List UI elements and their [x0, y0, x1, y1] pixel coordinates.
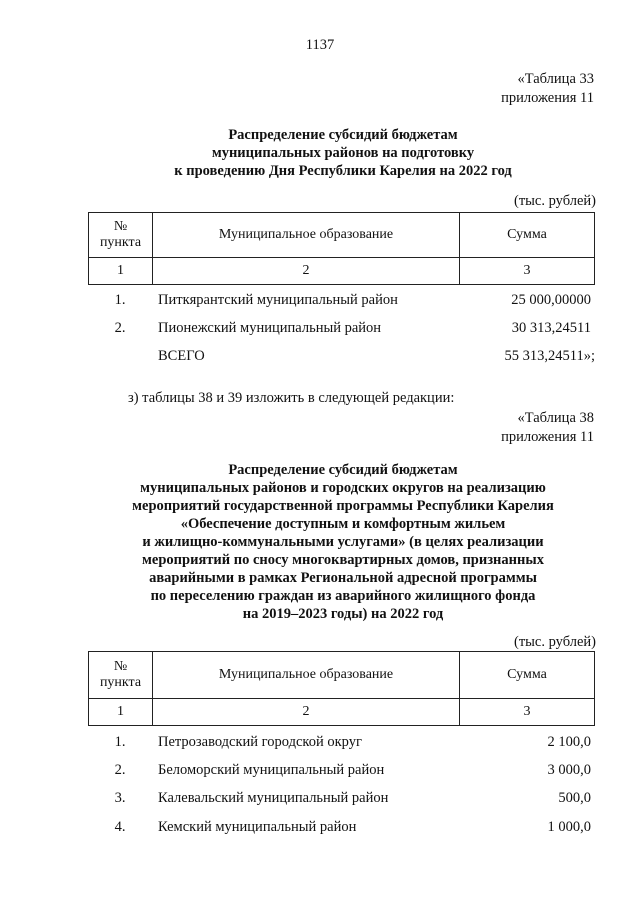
col-number-2: 2	[153, 258, 460, 285]
col-number-1: 1	[89, 699, 153, 726]
table-row-total	[88, 348, 595, 368]
row-name: Беломорский муниципальный район	[158, 762, 385, 778]
table38-reference	[501, 409, 594, 447]
title-line: аварийными в рамках Региональной адресной программы	[149, 570, 537, 586]
row-num: 4.	[114, 819, 126, 835]
title-line: Распределение субсидий бюджетам	[228, 462, 458, 478]
row-name: ВСЕГО	[158, 348, 205, 364]
table-row	[88, 292, 595, 312]
header-num-cell	[89, 213, 153, 258]
header-num-line2: пункта	[99, 235, 142, 250]
table-row	[88, 762, 595, 782]
table33-title	[0, 126, 640, 180]
header-sum-cell: Сумма	[460, 213, 595, 258]
table-row	[88, 790, 595, 810]
paragraph-z: з) таблицы 38 и 39 изложить в следующей редакции:	[128, 390, 455, 406]
row-name: Петрозаводский городской округ	[158, 734, 362, 750]
table33-reference	[501, 70, 594, 108]
row-name: Калевальский муниципальный район	[158, 790, 389, 806]
row-num: 2.	[114, 762, 126, 778]
row-sum: 2 100,0	[547, 734, 591, 750]
row-sum: 55 313,24511»;	[504, 348, 595, 364]
row-name: Пионежский муниципальный район	[158, 320, 382, 336]
table38-ref-line2: приложения 11	[501, 429, 594, 445]
table38-ref-line1: «Таблица 38	[517, 410, 594, 426]
row-sum: 3 000,0	[547, 762, 591, 778]
col-number-3: 3	[460, 699, 595, 726]
table33-unit: (тыс. рублей)	[514, 193, 596, 209]
row-num: 1.	[114, 292, 126, 308]
table33-header	[88, 212, 595, 285]
table38-unit: (тыс. рублей)	[514, 634, 596, 650]
title-line: муниципальных районов на подготовку	[211, 145, 475, 161]
row-sum: 500,0	[558, 790, 591, 806]
title-line: и жилищно-коммунальными услугами» (в целях реализации	[142, 534, 544, 550]
header-sum-cell: Сумма	[460, 652, 595, 699]
row-name: Кемский муниципальный район	[158, 819, 357, 835]
title-line: Распределение субсидий бюджетам	[228, 127, 458, 143]
header-num-line1: №	[113, 219, 128, 234]
table38-title	[0, 461, 640, 623]
title-line: к проведению Дня Республики Карелия на 2022 год	[174, 163, 512, 179]
row-name: Питкярантский муниципальный район	[158, 292, 398, 308]
col-number-3: 3	[460, 258, 595, 285]
row-num: 2.	[114, 320, 126, 336]
table33-ref-line1: «Таблица 33	[517, 71, 594, 87]
title-line: муниципальных районов и городских округов на реализацию	[140, 480, 546, 496]
row-sum: 30 313,24511	[511, 320, 591, 336]
table-row	[88, 734, 595, 754]
row-num: 3.	[114, 790, 126, 806]
title-line: «Обеспечение доступным и комфортным жильем	[180, 516, 506, 532]
title-line: на 2019–2023 годы) на 2022 год	[242, 606, 444, 622]
row-num: 1.	[114, 734, 126, 750]
header-name-cell: Муниципальное образование	[153, 213, 460, 258]
page-number: 1137	[305, 37, 335, 53]
title-line: мероприятий государственной программы Республики Карелия	[132, 498, 554, 514]
header-num-line1: №	[113, 659, 128, 674]
col-number-1: 1	[89, 258, 153, 285]
row-sum: 1 000,0	[547, 819, 591, 835]
table33-ref-line2: приложения 11	[501, 90, 594, 106]
title-line: по переселению граждан из аварийного жилищного фонда	[150, 588, 536, 604]
table-row	[88, 819, 595, 839]
header-num-cell	[89, 652, 153, 699]
row-sum: 25 000,00000	[511, 292, 591, 308]
col-number-2: 2	[153, 699, 460, 726]
table-row	[88, 320, 595, 340]
title-line: мероприятий по сносу многоквартирных домов, признанных	[142, 552, 544, 568]
header-num-line2: пункта	[99, 675, 142, 690]
header-name-cell: Муниципальное образование	[153, 652, 460, 699]
table38-header	[88, 651, 595, 726]
